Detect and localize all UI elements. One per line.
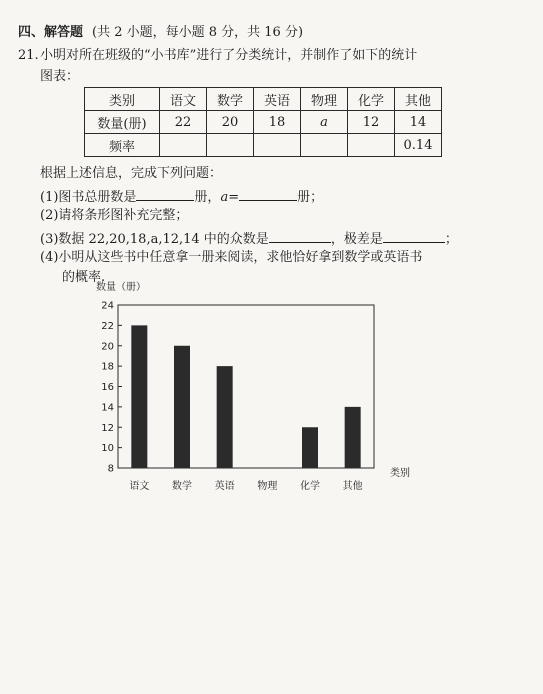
table-cell: 20 <box>207 111 254 134</box>
x-tick-label: 数学 <box>172 481 192 492</box>
section-note: (共 2 小题，每小题 8 分，共 16 分) <box>92 25 304 40</box>
table-cell: 数量(册) <box>85 111 160 134</box>
question-number: 21. <box>18 48 39 63</box>
instructions-text: 根据上述信息，完成下列问题： <box>40 166 223 181</box>
chart-frame <box>118 305 374 468</box>
bar <box>302 427 318 468</box>
question-part-2: (2)请将条形图补充完整； <box>40 208 189 223</box>
q3-text-b: ，极差是 <box>330 232 383 247</box>
y-tick-label: 24 <box>101 300 114 312</box>
y-tick-label: 12 <box>101 422 114 434</box>
table-cell: 物理 <box>301 88 348 111</box>
table-cell: 类别 <box>85 88 160 111</box>
table-cell: 化学 <box>348 88 395 111</box>
q1-text-a: (1)图书总册数是 <box>40 190 137 205</box>
question-text-line2: 图表： <box>40 69 80 84</box>
y-tick-label: 10 <box>101 443 114 455</box>
table-cell: 22 <box>160 111 207 134</box>
table-cell: a <box>301 111 348 134</box>
table-cell: 频率 <box>85 134 160 157</box>
table-cell: 英语 <box>254 88 301 111</box>
q1-text-b: 册， <box>194 190 221 205</box>
bar <box>131 325 147 468</box>
x-axis-label: 类别 <box>390 468 410 479</box>
x-tick-label: 物理 <box>257 481 278 492</box>
y-tick-label: 20 <box>101 341 114 353</box>
y-tick-label: 16 <box>101 382 114 393</box>
bar <box>345 407 361 468</box>
bar <box>217 366 233 468</box>
y-tick-label: 22 <box>101 320 114 332</box>
y-axis-label: 数量（册） <box>96 282 146 293</box>
table-cell: 18 <box>254 111 301 134</box>
question-text-line1: 小明对所在班级的“小书库”进行了分类统计，并制作了如下的统计 <box>40 48 418 63</box>
q3-text-c: ； <box>444 232 458 247</box>
q3-text-a: (3)数据 22,20,18,a,12,14 中的众数是 <box>40 232 269 247</box>
y-tick-label: 8 <box>107 463 114 475</box>
table-cell: 数学 <box>207 88 254 111</box>
table-cell: 语文 <box>160 88 207 111</box>
question-part-4-line1: (4)小明从这些书中任意拿一册来阅读，求他恰好拿到数学或英语书 <box>40 250 423 265</box>
q1-text-c: a= <box>220 190 240 205</box>
x-tick-label: 其他 <box>342 481 363 492</box>
x-tick-label: 语文 <box>129 481 150 492</box>
x-tick-label: 化学 <box>300 481 320 492</box>
table-cell: 14 <box>395 111 442 134</box>
bar <box>174 346 190 468</box>
y-tick-label: 18 <box>101 361 114 373</box>
table-cell: 12 <box>348 111 395 134</box>
x-tick-label: 英语 <box>214 481 235 492</box>
q1-text-d: 册； <box>297 190 324 205</box>
section-title: 四、解答题 <box>18 25 84 40</box>
table-cell: 0.14 <box>395 134 442 157</box>
question-part-4-line2: 的概率. <box>62 270 106 285</box>
y-tick-label: 14 <box>101 402 114 414</box>
table-cell: 其他 <box>395 88 442 111</box>
